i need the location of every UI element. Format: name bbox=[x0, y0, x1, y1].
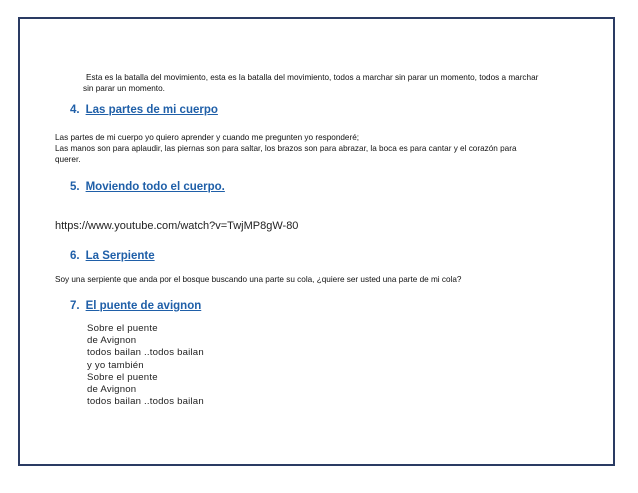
section-6-number: 6. bbox=[70, 250, 80, 262]
section-7-number: 7. bbox=[70, 300, 80, 312]
section-4-line-2: Las manos son para aplaudir, las piernas son para saltar, los brazos son para abrazar, la boca es para cantar y el corazón para bbox=[55, 144, 517, 153]
song-lyrics bbox=[87, 323, 204, 408]
song-line: de Avignon bbox=[87, 335, 137, 347]
youtube-link[interactable]: https://www.youtube.com/watch?v=TwjMP8gW-80 bbox=[55, 220, 299, 232]
section-4-title: Las partes de mi cuerpo bbox=[85, 104, 218, 116]
song-line: Sobre el puente bbox=[87, 323, 158, 334]
section-6-title: La Serpiente bbox=[85, 250, 155, 262]
song-line: Sobre el puente bbox=[87, 371, 158, 383]
song-line: de Avignon bbox=[87, 384, 137, 396]
section-4-line-3: querer. bbox=[55, 155, 81, 164]
section-6-body bbox=[55, 274, 595, 285]
intro-line-1: Esta es la batalla del movimiento, esta es la batalla del movimiento, todos a marchar sin parar un momento, todos a marchar bbox=[86, 73, 539, 82]
song-line: y yo también bbox=[87, 359, 144, 371]
section-6-line-1: Soy una serpiente que anda por el bosque buscando una parte su cola, ¿quiere ser usted una parte de mi cola? bbox=[55, 275, 462, 284]
section-4-line-1: Las partes de mi cuerpo yo quiero aprender y cuando me pregunten yo responderé; bbox=[55, 133, 360, 142]
section-6-heading bbox=[70, 249, 155, 263]
section-5-title: Moviendo todo el cuerpo. bbox=[85, 181, 225, 193]
intro-paragraph bbox=[83, 72, 606, 94]
section-5-number: 5. bbox=[70, 181, 80, 193]
section-7-title: El puente de avignon bbox=[85, 300, 202, 312]
song-line: todos bailan ..todos bailan bbox=[87, 396, 204, 408]
section-4-number: 4. bbox=[70, 104, 80, 116]
section-5-heading bbox=[70, 180, 225, 194]
song-line: todos bailan ..todos bailan bbox=[87, 347, 204, 359]
section-4-body bbox=[55, 132, 595, 165]
section-4-heading bbox=[70, 103, 218, 117]
section-7-heading bbox=[70, 299, 201, 313]
intro-line-2: sin parar un momento. bbox=[83, 84, 165, 93]
